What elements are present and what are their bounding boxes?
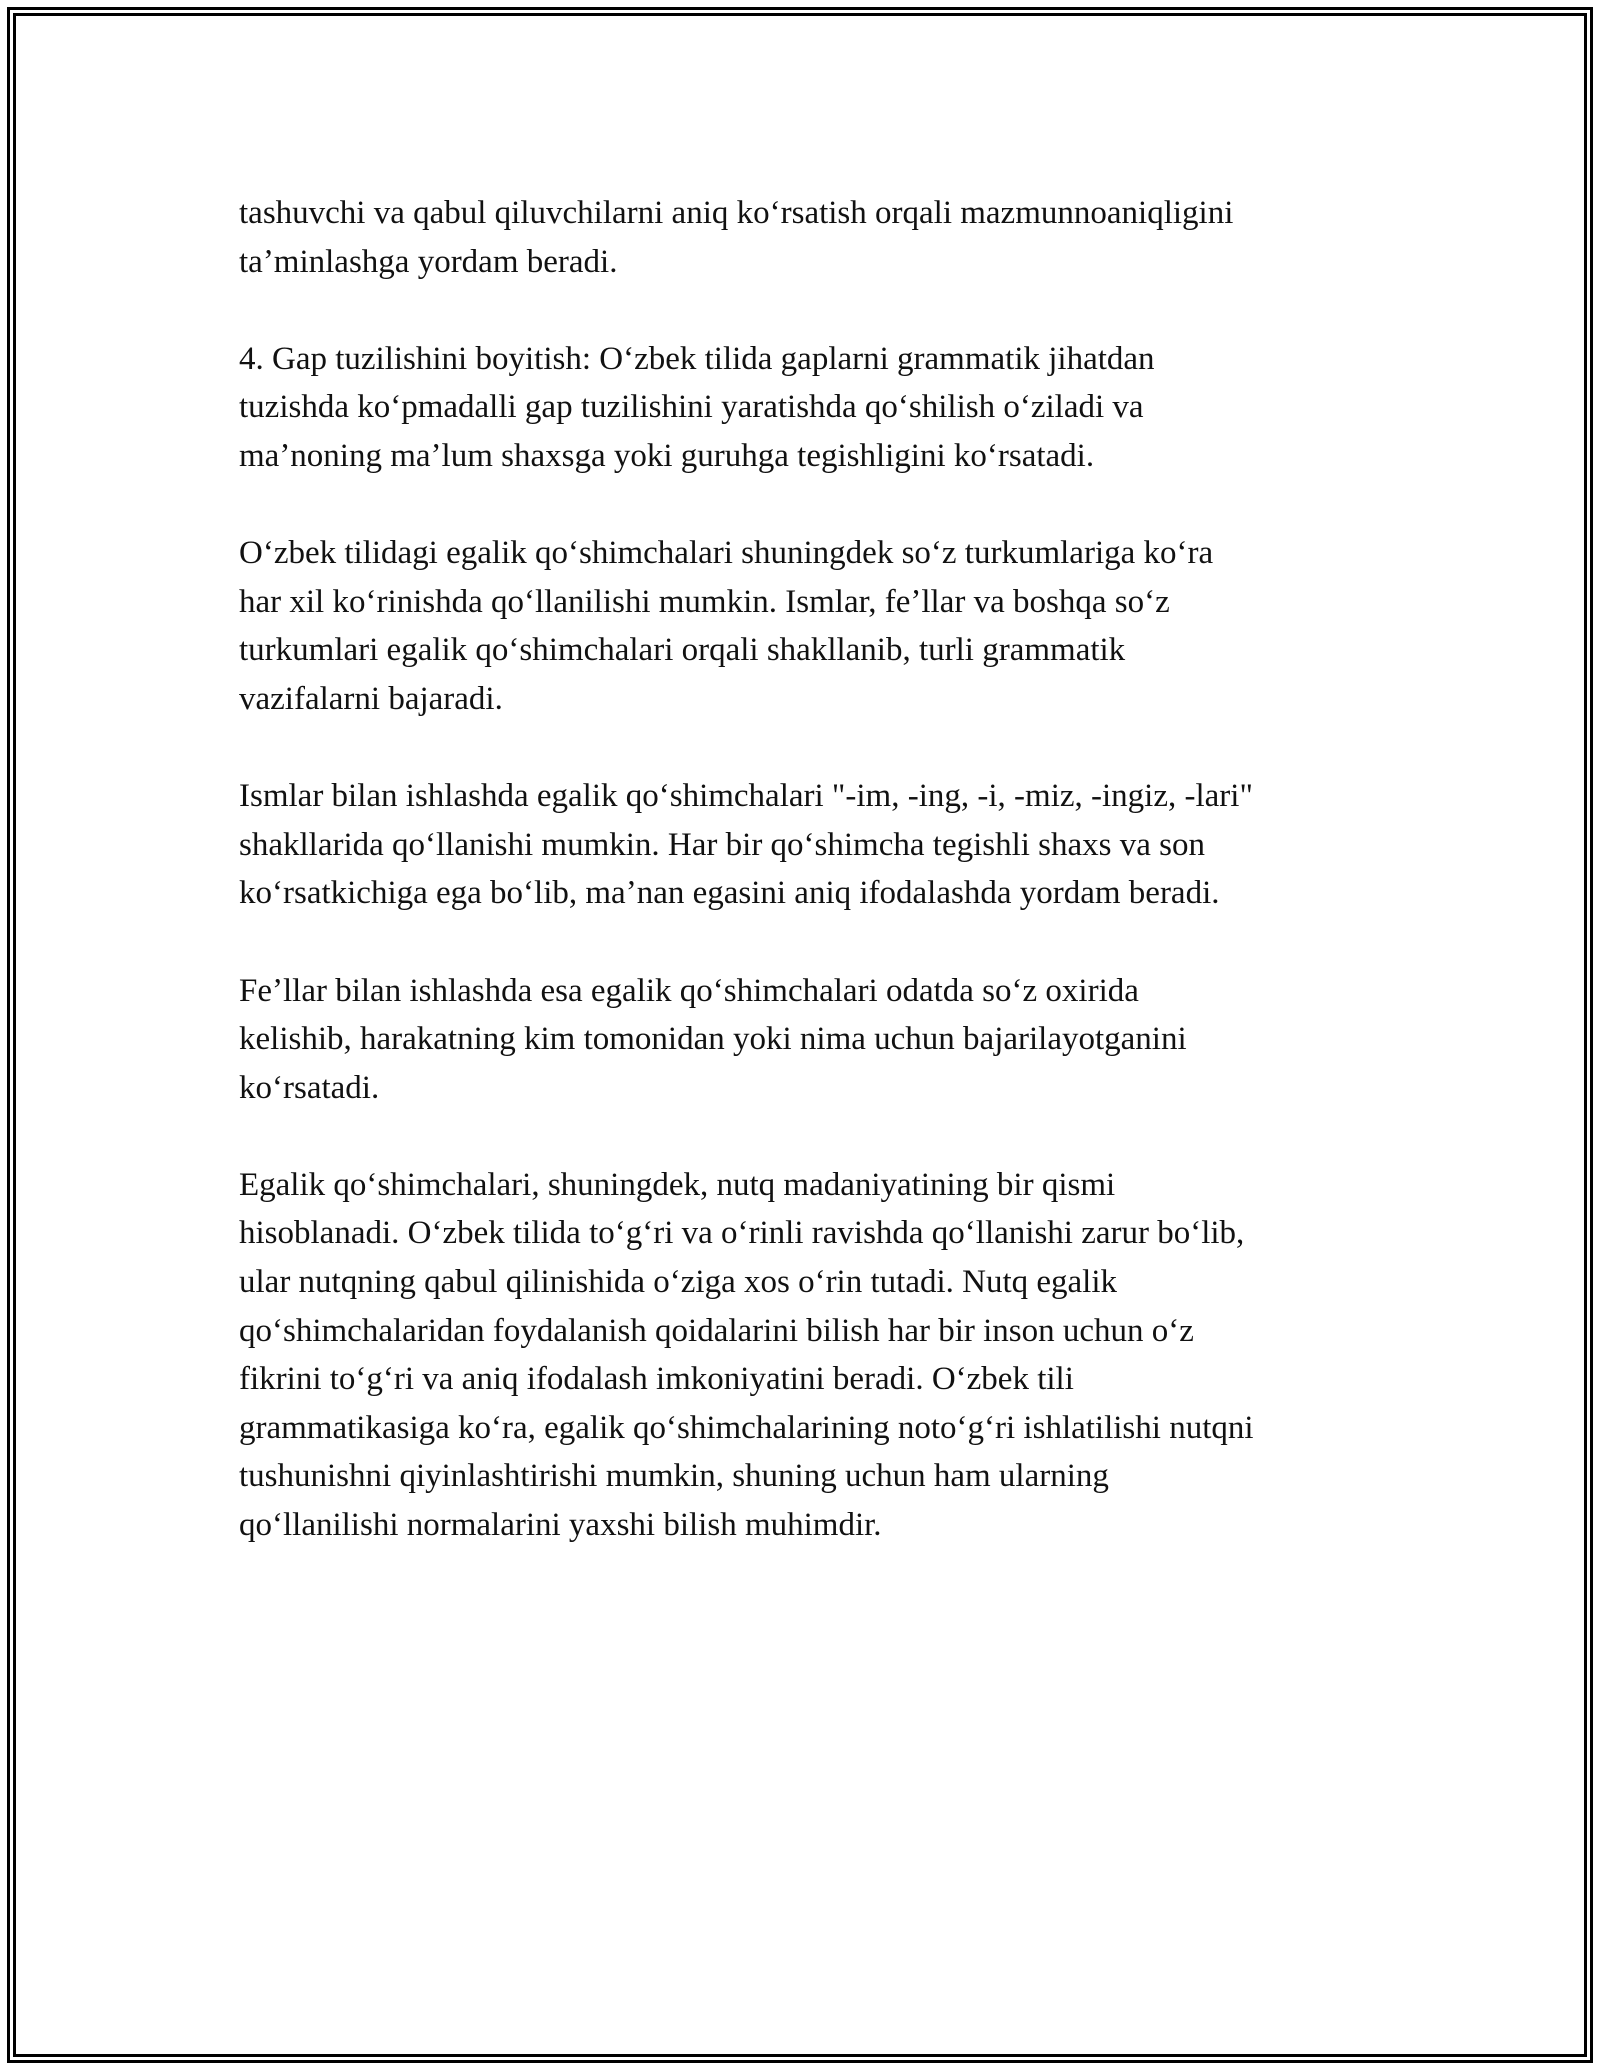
paragraph-4	[239, 772, 1399, 918]
text-line: kelishib, harakatning kim tomonidan yoki nima uchun bajarilayotganini	[239, 1021, 1187, 1058]
text-line: qoʻshimchalaridan foydalanish qoidalarini bilish har bir inson uchun oʻz	[239, 1312, 1194, 1349]
paragraph-2	[239, 335, 1399, 481]
text-line: shakllarida qoʻllanishi mumkin. Har bir qoʻshimcha tegishli shaxs va son	[239, 826, 1206, 863]
paragraph-5	[239, 967, 1399, 1113]
text-line: Ismlar bilan ishlashda egalik qoʻshimchalari "-im, -ing, -i, -miz, -ingiz, -lari"	[239, 778, 1253, 815]
text-line: turkumlari egalik qoʻshimchalari orqali shakllanib, turli grammatik	[239, 632, 1126, 669]
paragraph-3	[239, 529, 1399, 723]
text-line: fikrini toʻgʻri va aniq ifodalash imkoniyatini beradi. Oʻzbek tili	[239, 1361, 1074, 1398]
text-line: koʻrsatkichiga ega boʻlib, maʼnan egasini aniq ifodalashda yordam beradi.	[239, 875, 1220, 912]
text-line: 4. Gap tuzilishini boyitish: Oʻzbek tilida gaplarni grammatik jihatdan	[239, 340, 1155, 377]
paragraph-1	[239, 189, 1399, 286]
text-line: tuzishda koʻpmadalli gap tuzilishini yaratishda qoʻshilish oʻziladi va	[239, 389, 1144, 426]
text-line: qoʻllanilishi normalarini yaxshi bilish muhimdir.	[239, 1507, 882, 1544]
text-line: Oʻzbek tilidagi egalik qoʻshimchalari shuningdek soʻz turkumlariga koʻra	[239, 535, 1214, 572]
text-line: Feʼllar bilan ishlashda esa egalik qoʻshimchalari odatda soʻz oxirida	[239, 972, 1139, 1009]
text-line: Egalik qoʻshimchalari, shuningdek, nutq madaniyatining bir qismi	[239, 1166, 1116, 1203]
text-line: hisoblanadi. Oʻzbek tilida toʻgʻri va oʻrinli ravishda qoʻllanishi zarur boʻlib,	[239, 1215, 1245, 1252]
page-border-outer	[7, 7, 1593, 2063]
text-line: vazifalarni bajaradi.	[239, 680, 503, 717]
text-line: koʻrsatadi.	[239, 1069, 380, 1106]
text-line: tushunishni qiyinlashtirishi mumkin, shuning uchun ham ularning	[239, 1458, 1109, 1495]
text-line: ular nutqning qabul qilinishida oʻziga xos oʻrin tutadi. Nutq egalik	[239, 1264, 1118, 1301]
paragraph-6	[239, 1161, 1399, 1550]
text-line: tashuvchi va qabul qiluvchilarni aniq koʻrsatish orqali mazmunnoaniqligini	[239, 195, 1234, 231]
text-line: maʼnoning maʼlum shaxsga yoki guruhga tegishligini koʻrsatadi.	[239, 437, 1095, 474]
text-line: grammatikasiga koʻra, egalik qoʻshimchalarining notoʻgʻri ishlatilishi nutqni	[239, 1409, 1254, 1446]
document-body	[239, 189, 1399, 1550]
text-line: taʼminlashga yordam beradi.	[239, 243, 618, 280]
text-line: har xil koʻrinishda qoʻllanilishi mumkin. Ismlar, feʼllar va boshqa soʻz	[239, 583, 1170, 620]
page-border-inner	[13, 13, 1587, 2057]
